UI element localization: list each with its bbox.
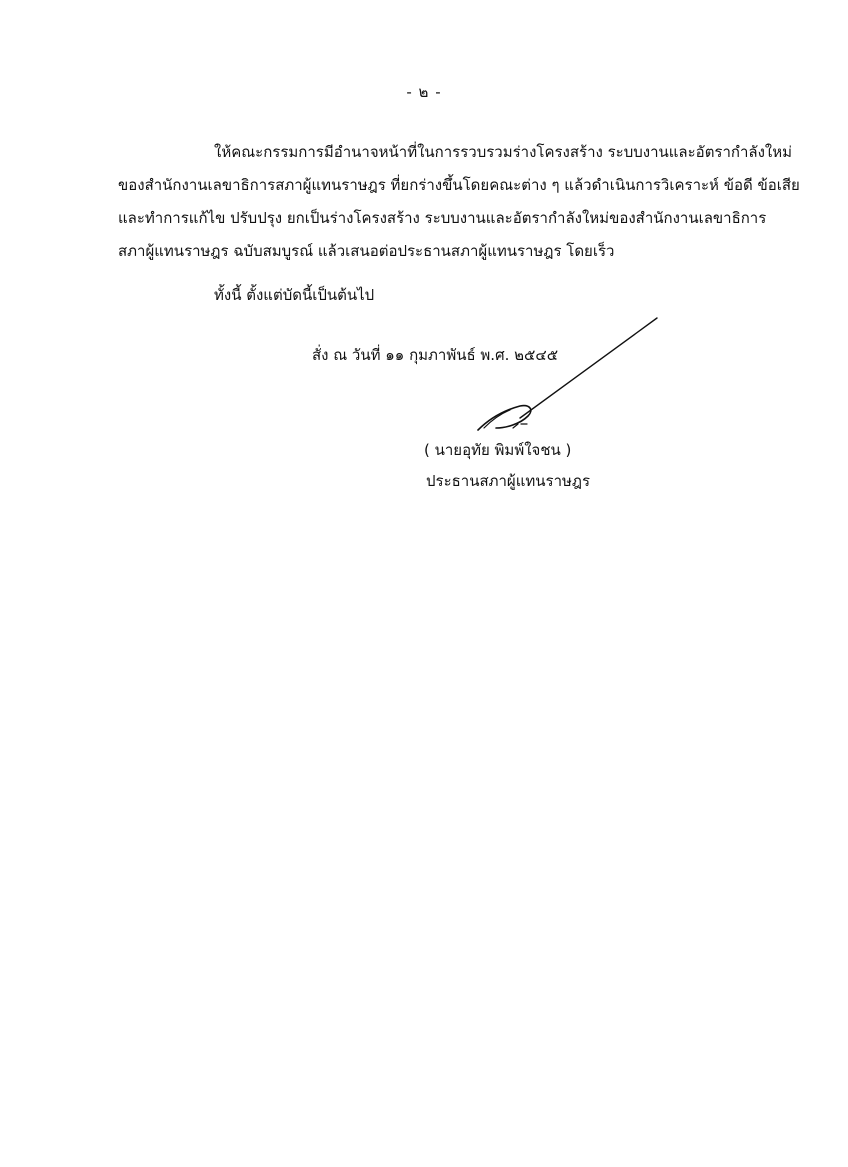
page-number: - ๒ -	[406, 83, 442, 101]
paragraph-1-line-4: สภาผู้แทนราษฎร ฉบับสมบูรณ์ แล้วเสนอต่อประธานสภาผู้แทนราษฎร โดยเร็ว	[118, 242, 615, 260]
paragraph-1-line-1: ให้คณะกรรมการมีอำนาจหน้าที่ในการรวบรวมร่างโครงสร้าง ระบบงานและอัตรากำลังใหม่	[214, 143, 793, 161]
order-date: สั่ง ณ วันที่ ๑๑ กุมภาพันธ์ พ.ศ. ๒๕๔๕	[312, 346, 559, 364]
paragraph-2: ทั้งนี้ ตั้งแต่บัดนี้เป็นต้นไป	[214, 286, 375, 304]
paragraph-1-line-2: ของสำนักงานเลขาธิการสภาผู้แทนราษฎร ที่ยกร่างขึ้นโดยคณะต่าง ๆ แล้วดำเนินการวิเคราะห์ ข้อดี ข้อเสีย	[118, 176, 800, 194]
signer-name: ( นายอุทัย พิมพ์ใจชน )	[424, 441, 572, 459]
signer-title: ประธานสภาผู้แทนราษฎร	[426, 472, 591, 490]
paragraph-1-line-3: และทำการแก้ไข ปรับปรุง ยกเป็นร่างโครงสร้าง ระบบงานและอัตรากำลังใหม่ของสำนักงานเลขาธิการ	[118, 209, 767, 227]
